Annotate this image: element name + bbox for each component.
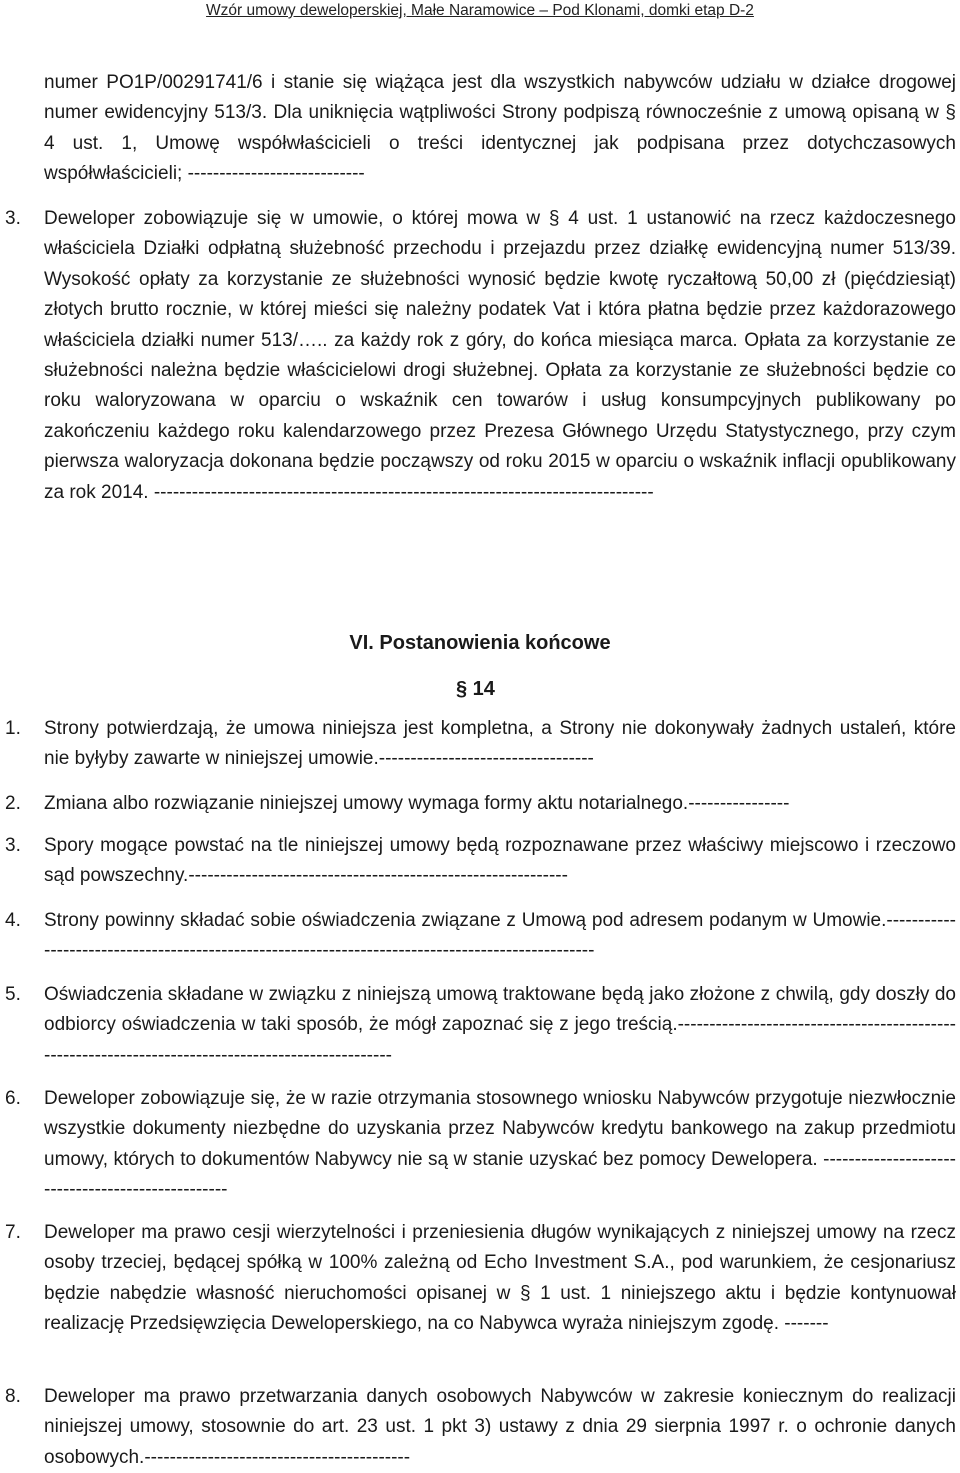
item-number: 3. — [5, 208, 21, 229]
list-item-3: Spory mogące powstać na tle niniejszej umowy będą rozpoznawane przez właściwy miejscowo i rzeczowo sąd powszechny.------------------------------------------------------------ — [44, 835, 956, 887]
list-item-7: Deweloper ma prawo cesji wierzytelności i przeniesienia długów wynikających z niniejszej umowy na rzecz osoby trzeciej, będącej spółką w 100% zależną od Echo Investment S.A., pod warunkiem, że cesjonariusz będzie nabędzie własność nieruchomości opisanej w § 1 ust. 1 niniejszego aktu i będzie kontynuował realizację Przedsięwzięcia Deweloperskiego, na co Nabywca wyraża niniejszym zgodę. ------- — [44, 1222, 956, 1335]
item-number: 8. — [5, 1386, 21, 1407]
list-item-4: Strony powinny składać sobie oświadczenia związane z Umową pod adresem podanym w Umowie.-------------------------------------------------------------------------------------------------- — [44, 910, 956, 962]
page-header: Wzór umowy deweloperskiej, Małe Naramowice – Pod Klonami, domki etap D-2 — [206, 2, 754, 19]
item-number: 2. — [5, 793, 21, 814]
paragraph-mark: § 14 — [456, 678, 495, 700]
item-number: 3. — [5, 835, 21, 856]
intro-paragraph: numer PO1P/00291741/6 i stanie się wiążąca jest dla wszystkich nabywców udziału w działce drogowej numer ewidencyjny 513/3. Dla uniknięcia wątpliwości Strony podpiszą równocześnie z umową opisaną w § 4 ust. 1, Umowę współwłaścicieli o treści identycznej jak podpisana przez dotychczasowych współwłaścicieli; ---------------------------- — [44, 72, 956, 185]
list-item-8: Deweloper ma prawo przetwarzania danych osobowych Nabywców w zakresie koniecznym do realizacji niniejszej umowy, stosownie do art. 23 ust. 1 pkt 3) ustawy z dnia 29 sierpnia 1997 r. o ochronie danych osobowych.------------------------------------------ — [44, 1386, 956, 1468]
section-title: VI. Postanowienia końcowe — [349, 632, 611, 654]
list-item-1: Strony potwierdzają, że umowa niniejsza jest kompletna, a Strony nie dokonywały żadnych ustaleń, które nie byłyby zawarte w niniejszej umowie.---------------------------------- — [44, 718, 956, 770]
list-item-5: Oświadczenia składane w związku z niniejszą umową traktowane będą jako złożone z chwilą, gdy doszły do odbiorcy oświadczenia w taki sposób, że mógł zapoznać się z jego treścią.-------------------------------------------- ------------------------------------------------------- — [44, 984, 956, 1066]
list-item-6: Deweloper zobowiązuje się, że w razie otrzymania stosownego wniosku Nabywców przygotuje niezwłocznie wszystkie dokumenty niezbędne do uzyskania przez Nabywców kredytu bankowego na zakup przedmiotu umowy, których to dokumentów Nabywcy nie są w stanie uzyskać bez pomocy Dewelopera. -------------------------------------------------- — [44, 1088, 956, 1201]
list-item-2: Zmiana albo rozwiązanie niniejszej umowy wymaga formy aktu notarialnego.---------------- — [44, 793, 790, 814]
item-number: 5. — [5, 984, 21, 1005]
servitude-paragraph: Deweloper zobowiązuje się w umowie, o której mowa w § 4 ust. 1 ustanowić na rzecz każdoczesnego właściciela Działki odpłatną służebność przechodu i przejazdu przez działkę ewidencyjną numer 513/39. Wysokość opłaty za korzystanie ze służebności wynosić będzie kwotę ryczałtową 50,00 zł (pięćdziesiąt) złotych brutto rocznie, w której mieści się należny podatek Vat i która płatna będzie przez każdorazowego właściciela działki numer 513/….. za każdy rok z góry, do końca miesiąca marca. Opłata za korzystanie ze służebności należna będzie właścicielowi drogi służebnej. Opłata za korzystanie ze służebności będzie co roku waloryzowana w oparciu o wskaźnik cen towarów i usług konsumpcyjnych publikowany po zakończeniu każdego roku kalendarzowego przez Prezesa Głównego Urzędu Statystycznego, przy czym pierwsza waloryzacja dokonana będzie począwszy od roku 2015 w oparciu o wskaźnik inflacji opublikowany za rok 2014. ------------------------------------------------------------------------------- — [44, 208, 956, 503]
item-number: 7. — [5, 1222, 21, 1243]
item-number: 1. — [5, 718, 21, 739]
item-number: 6. — [5, 1088, 21, 1109]
item-number: 4. — [5, 910, 21, 931]
